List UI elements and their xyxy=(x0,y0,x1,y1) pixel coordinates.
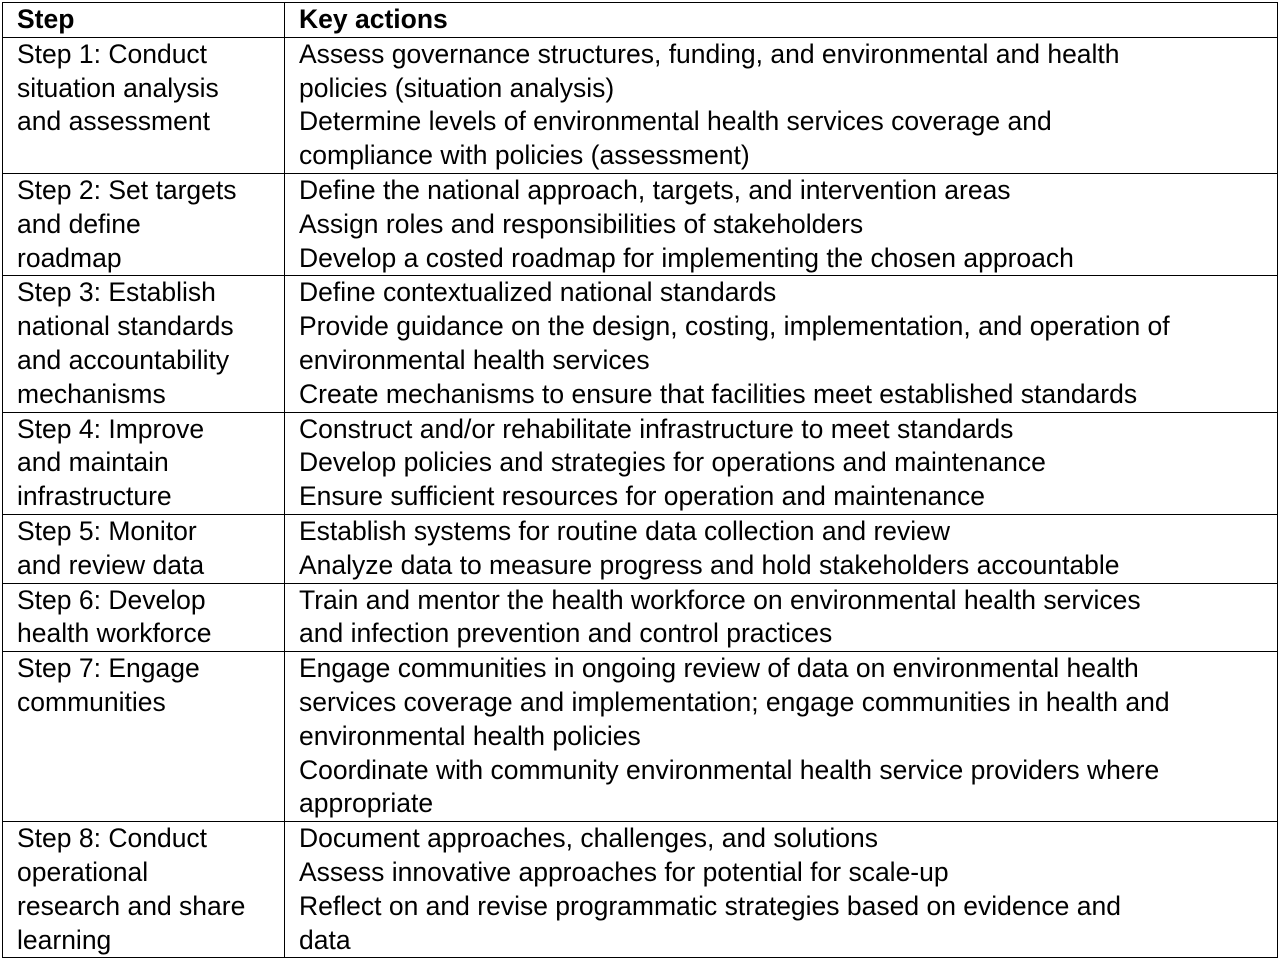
key-action-line: Develop a costed roadmap for implementing the chosen approach xyxy=(299,242,1074,273)
key-action-line: policies (situation analysis) xyxy=(299,72,615,103)
table-row xyxy=(3,652,1278,822)
header-key-actions: Key actions xyxy=(285,3,1278,38)
step-label-line: and maintain xyxy=(17,447,169,478)
key-action-line: Analyze data to measure progress and hold stakeholders accountable xyxy=(299,549,1120,580)
step-label-line: and accountability xyxy=(17,344,230,375)
key-actions-cell xyxy=(285,276,1278,412)
header-step: Step xyxy=(3,3,285,38)
step-cell xyxy=(3,583,285,652)
table-body xyxy=(3,37,1278,958)
step-cell xyxy=(3,514,285,583)
step-label-line: Step 5: Monitor xyxy=(17,515,197,546)
step-label-line: Step 7: Engage xyxy=(17,653,200,684)
step-label-line: situation analysis xyxy=(17,72,219,103)
key-action-line: Establish systems for routine data collection and review xyxy=(299,515,951,546)
table-header xyxy=(3,3,1278,38)
key-actions-cell xyxy=(285,412,1278,514)
step-label-line: operational xyxy=(17,856,149,887)
key-action-line: data xyxy=(299,924,351,955)
step-cell xyxy=(3,822,285,958)
key-actions-cell xyxy=(285,822,1278,958)
step-label-line: Step 2: Set targets xyxy=(17,174,237,205)
key-actions-cell xyxy=(285,652,1278,822)
step-label-line: mechanisms xyxy=(17,378,166,409)
step-label-line: and define xyxy=(17,208,141,239)
key-action-line: and infection prevention and control practices xyxy=(299,618,833,649)
key-action-line: Ensure sufficient resources for operation and maintenance xyxy=(299,481,985,512)
step-label-line: roadmap xyxy=(17,242,122,273)
key-action-line: Coordinate with community environmental health service providers where xyxy=(299,754,1160,785)
step-label-line: Step 1: Conduct xyxy=(17,38,208,69)
table-row xyxy=(3,173,1278,275)
table-row xyxy=(3,412,1278,514)
table-row xyxy=(3,514,1278,583)
key-action-line: Construct and/or rehabilitate infrastructure to meet standards xyxy=(299,413,1014,444)
key-action-line: Create mechanisms to ensure that facilities meet established standards xyxy=(299,378,1138,409)
key-action-line: environmental health services xyxy=(299,344,650,375)
key-action-line: compliance with policies (assessment) xyxy=(299,140,750,171)
step-label-line: research and share xyxy=(17,890,246,921)
step-cell xyxy=(3,412,285,514)
key-action-line: Develop policies and strategies for operations and maintenance xyxy=(299,447,1046,478)
key-action-line: Define contextualized national standards xyxy=(299,277,777,308)
steps-table xyxy=(2,2,1278,958)
key-actions-cell xyxy=(285,37,1278,173)
step-label-line: Step 4: Improve xyxy=(17,413,205,444)
step-label-line: infrastructure xyxy=(17,481,172,512)
key-action-line: Provide guidance on the design, costing, implementation, and operation of xyxy=(299,311,1170,342)
key-action-line: Determine levels of environmental health services coverage and xyxy=(299,106,1052,137)
table-row xyxy=(3,583,1278,652)
table-row xyxy=(3,37,1278,173)
key-action-line: Document approaches, challenges, and solutions xyxy=(299,823,878,854)
key-action-line: Define the national approach, targets, and intervention areas xyxy=(299,174,1011,205)
key-action-line: Train and mentor the health workforce on environmental health services xyxy=(299,584,1141,615)
key-action-line: services coverage and implementation; engage communities in health and xyxy=(299,686,1170,717)
key-action-line: Engage communities in ongoing review of data on environmental health xyxy=(299,653,1139,684)
key-action-line: Reflect on and revise programmatic strategies based on evidence and xyxy=(299,890,1121,921)
step-cell xyxy=(3,652,285,822)
header-row xyxy=(3,3,1278,38)
table-row xyxy=(3,276,1278,412)
step-label-line: learning xyxy=(17,924,112,955)
key-action-line: Assess innovative approaches for potential for scale-up xyxy=(299,856,949,887)
key-action-line: Assign roles and responsibilities of stakeholders xyxy=(299,208,864,239)
step-cell xyxy=(3,173,285,275)
key-action-line: environmental health policies xyxy=(299,720,641,751)
table-row xyxy=(3,822,1278,958)
key-action-line: appropriate xyxy=(299,788,434,819)
step-label-line: Step 3: Establish xyxy=(17,277,216,308)
step-label-line: communities xyxy=(17,686,166,717)
key-actions-cell xyxy=(285,514,1278,583)
step-label-line: Step 6: Develop xyxy=(17,584,206,615)
step-label-line: Step 8: Conduct xyxy=(17,823,208,854)
key-action-line: Assess governance structures, funding, and environmental and health xyxy=(299,38,1120,69)
step-cell xyxy=(3,276,285,412)
step-label-line: health workforce xyxy=(17,618,212,649)
step-label-line: and assessment xyxy=(17,106,210,137)
key-actions-cell xyxy=(285,583,1278,652)
step-label-line: and review data xyxy=(17,549,205,580)
step-cell xyxy=(3,37,285,173)
step-label-line: national standards xyxy=(17,311,234,342)
key-actions-cell xyxy=(285,173,1278,275)
